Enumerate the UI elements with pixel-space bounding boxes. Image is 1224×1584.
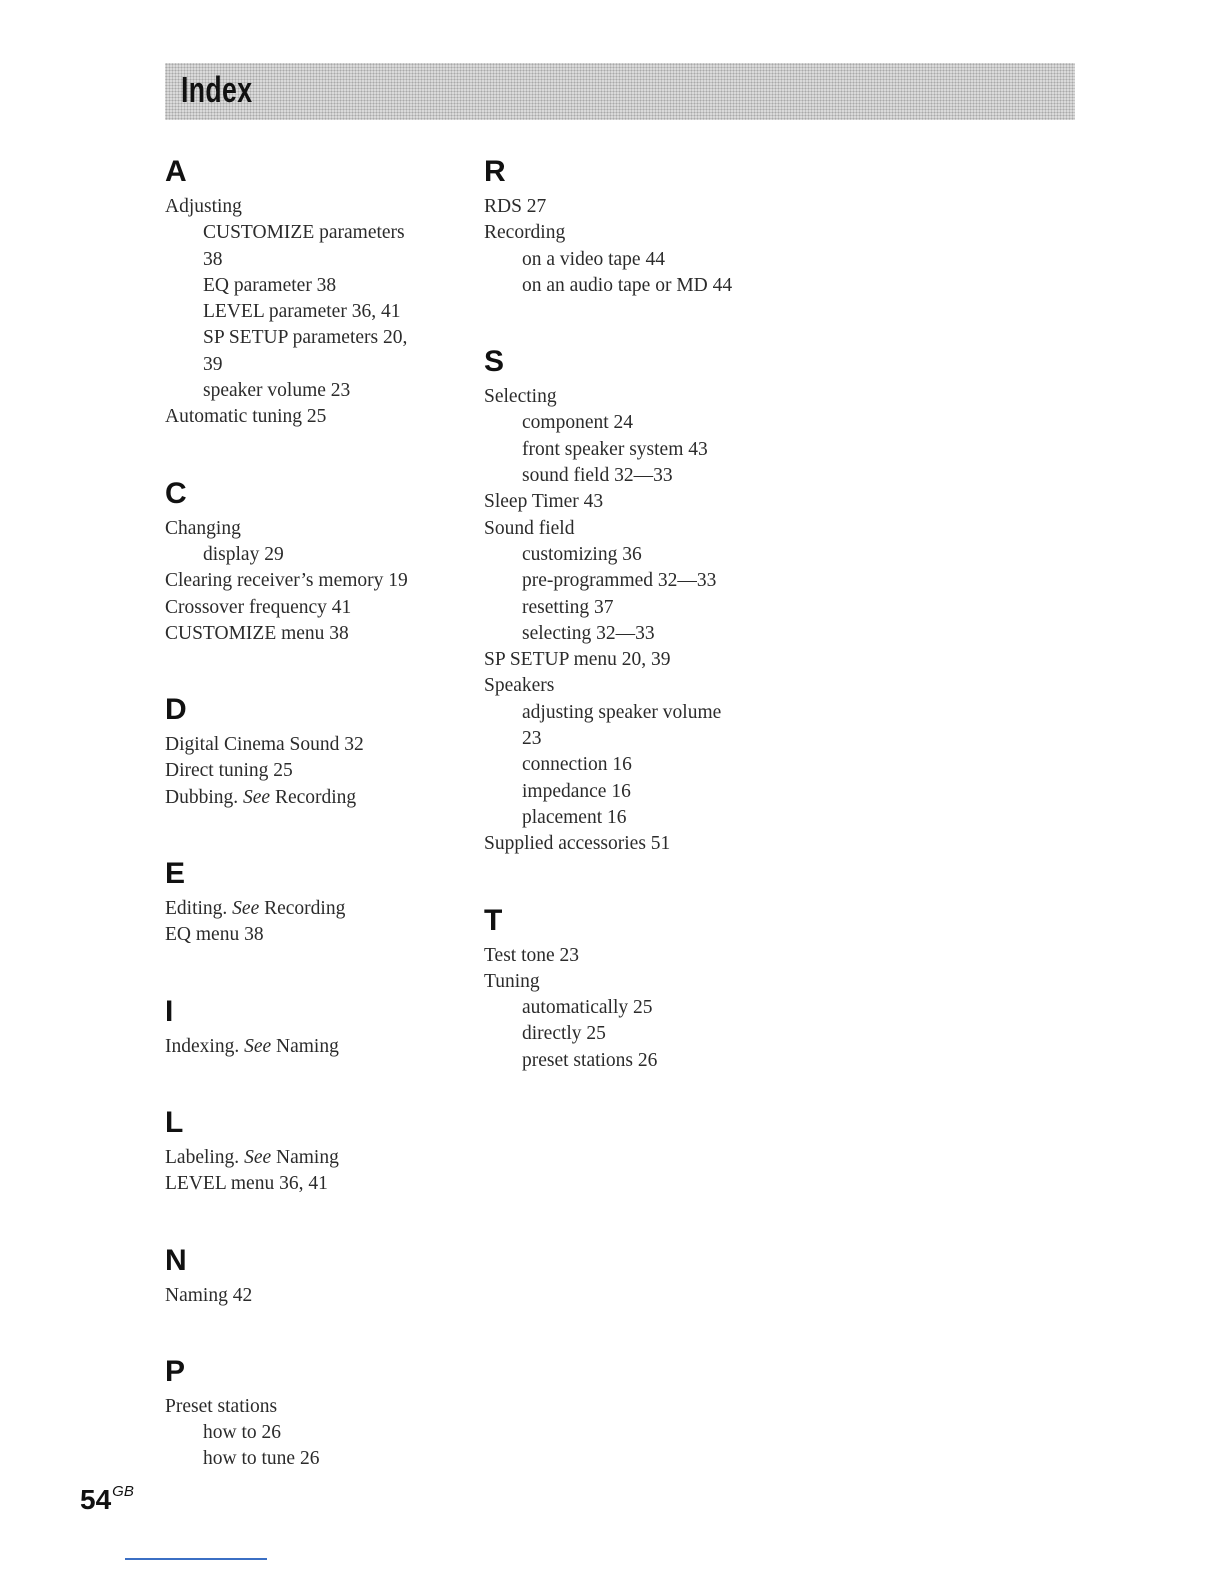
footer-divider (125, 1558, 267, 1560)
index-entry: RDS 27 (484, 196, 547, 217)
index-subentry: component 24 (522, 412, 634, 434)
index-subentry: CUSTOMIZE parameters (203, 222, 405, 244)
index-subentry: front speaker system 43 (522, 438, 708, 460)
index-entry: Crossover frequency 41 (165, 596, 352, 618)
section-letter: L (165, 1105, 184, 1139)
index-section-s (484, 340, 784, 857)
index-entry: Tuning (484, 970, 540, 992)
index-entry: Direct tuning 25 (165, 760, 293, 782)
index-subentry: impedance 16 (522, 780, 631, 802)
index-entry (165, 785, 455, 811)
reference-target: Naming (276, 1035, 339, 1057)
index-entry: Changing (165, 517, 241, 539)
index-entry: Sound field (484, 517, 575, 539)
entry-term: Labeling. (165, 1146, 240, 1168)
index-section-i (165, 990, 455, 1060)
index-subentry: connection 16 (522, 754, 632, 776)
index-subentry: resetting 37 (522, 596, 614, 618)
section-letter: D (165, 693, 187, 727)
index-entry: EQ menu 38 (165, 924, 264, 946)
index-entry: Recording (484, 222, 566, 244)
index-entry (165, 896, 455, 922)
index-section-a (165, 150, 455, 431)
index-entry: LEVEL menu 36, 41 (165, 1173, 328, 1195)
index-subentry-cont: 39 (203, 353, 223, 375)
section-letter: P (165, 1354, 186, 1388)
section-letter: I (165, 994, 174, 1028)
index-entry (165, 1145, 455, 1171)
index-entry: SP SETUP menu 20, 39 (484, 649, 671, 671)
index-entry: Naming 42 (165, 1284, 253, 1306)
index-section-p (165, 1350, 455, 1473)
section-letter: T (484, 903, 503, 937)
index-column-left (165, 150, 455, 1473)
index-subentry: customizing 36 (522, 543, 642, 565)
index-subentry: placement 16 (522, 806, 627, 828)
index-entry: Test tone 23 (484, 944, 580, 966)
index-subentry: display 29 (203, 543, 284, 565)
page-number-suffix: GB (112, 1483, 134, 1500)
index-subentry: pre-programmed 32—33 (522, 570, 717, 592)
index-subentry: directly 25 (522, 1023, 606, 1045)
index-subentry-cont: 38 (203, 248, 223, 270)
index-subentry: preset stations 26 (522, 1049, 658, 1071)
reference-target: Recording (274, 786, 357, 808)
index-section-e (165, 852, 455, 949)
section-letter: N (165, 1243, 187, 1277)
index-column-right (484, 150, 784, 1074)
section-letter: S (484, 345, 505, 379)
see-reference: See (243, 786, 271, 808)
see-reference: See (244, 1035, 272, 1057)
index-subentry: how to 26 (203, 1422, 281, 1444)
index-subentry: SP SETUP parameters 20, (203, 327, 408, 349)
index-subentry: on a video tape 44 (522, 248, 665, 270)
entry-term: Dubbing. (165, 786, 239, 808)
index-subentry: sound field 32—33 (522, 465, 673, 487)
index-entry: Clearing receiver’s memory 19 (165, 570, 408, 592)
index-entry: Supplied accessories 51 (484, 833, 671, 855)
section-letter: A (165, 155, 187, 188)
index-entry: Selecting (484, 386, 557, 408)
index-entry: CUSTOMIZE menu 38 (165, 622, 349, 644)
page-title: Index (181, 69, 253, 110)
index-entry: Speakers (484, 675, 555, 697)
index-entry: Automatic tuning 25 (165, 406, 327, 428)
page-number (80, 1483, 134, 1516)
index-subentry: selecting 32—33 (522, 622, 655, 644)
index-section-r (484, 150, 784, 299)
entry-term: Editing. (165, 898, 228, 920)
index-section-d (165, 688, 455, 811)
index-section-n (165, 1239, 455, 1309)
index-entry (165, 1034, 455, 1060)
index-section-l (165, 1101, 455, 1198)
index-subentry: automatically 25 (522, 997, 653, 1019)
index-subentry-cont: 23 (522, 728, 542, 750)
see-reference: See (244, 1146, 272, 1168)
index-subentry: adjusting speaker volume (522, 701, 722, 723)
index-subentry: on an audio tape or MD 44 (522, 274, 733, 296)
section-letter: C (165, 476, 187, 510)
reference-target: Recording (264, 898, 346, 920)
index-title-bar (165, 63, 1075, 120)
entry-term: Indexing. (165, 1035, 240, 1057)
index-subentry: how to tune 26 (203, 1448, 320, 1470)
index-section-t (484, 899, 784, 1074)
index-subentry: EQ parameter 38 (203, 274, 337, 296)
index-entry: Preset stations (165, 1395, 278, 1417)
index-subentry: speaker volume 23 (203, 380, 351, 402)
page-number-value: 54 (80, 1484, 112, 1515)
index-entry: Adjusting (165, 196, 242, 217)
see-reference: See (232, 898, 260, 920)
section-letter: R (484, 155, 506, 188)
index-subentry: LEVEL parameter 36, 41 (203, 301, 401, 323)
section-letter: E (165, 857, 186, 891)
index-entry: Digital Cinema Sound 32 (165, 734, 364, 756)
index-section-c (165, 472, 455, 647)
reference-target: Naming (276, 1146, 339, 1168)
index-entry: Sleep Timer 43 (484, 491, 604, 513)
